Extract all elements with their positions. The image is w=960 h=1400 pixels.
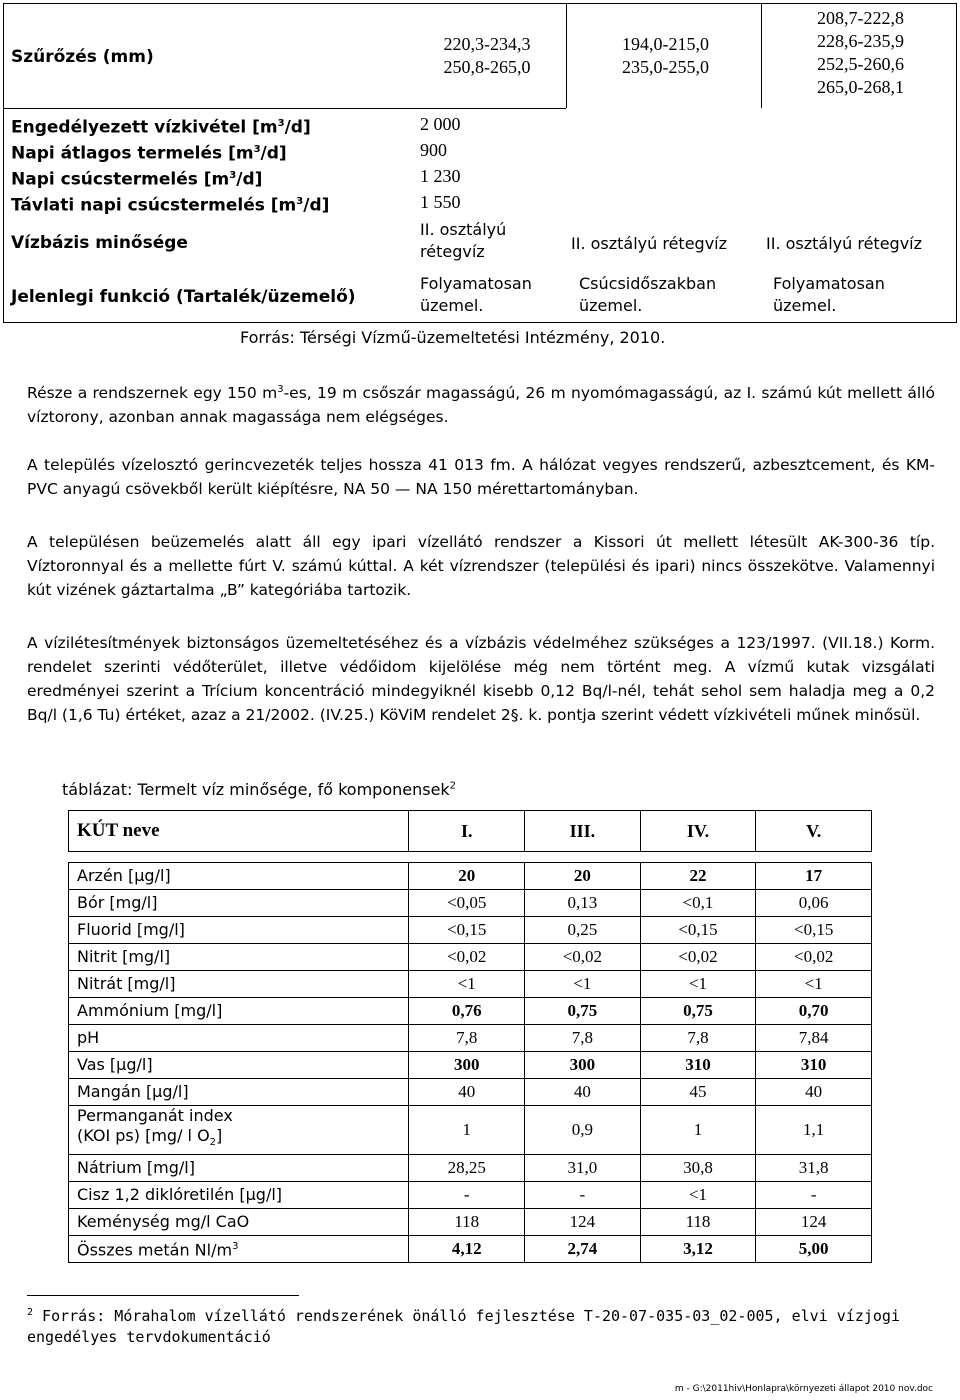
- table-row: [69, 890, 872, 917]
- spacer-cell: [640, 852, 756, 863]
- parameter-name-cell: [69, 1236, 409, 1263]
- table-border: [566, 3, 761, 4]
- value-line: 220,3-234,3: [443, 34, 531, 54]
- water-quality-table: [68, 810, 872, 1263]
- parameter-name-line: Permanganát index: [77, 1106, 233, 1126]
- row-label-engedelyezett: [11, 112, 311, 140]
- value-line: 235,0-255,0: [622, 57, 709, 77]
- table-row: [69, 1079, 872, 1106]
- value-cell: <0,1: [640, 890, 756, 917]
- label-text: /d]: [260, 143, 287, 164]
- value-line: Folyamatosan: [773, 274, 885, 293]
- value-cell: <1: [756, 971, 872, 998]
- paragraph-protection: A vízilétesítmények biztonságos üzemeltetéséhez és a vízbázis védelméhez szükséges a 123/1997. (VII.18.) Korm. rendelet szerinti védőterület, illetve védőidom kijelölése még nem történt meg. A vízmű kutak vizsgálati eredményei szerint a Trícium koncentráció mindegyiknél kisebb 0,12 Bq/l-nél, tehát sehol sem haladja meg a 0,2 Bq/l (1,6 Tu) értéket, azaz a 21/2002. (IV.25.) KöViM rendelet 2§. k. pontja szerint védett vízkivételi műnek minősül.: [27, 634, 935, 724]
- value-line: 252,5-260,6: [817, 54, 904, 74]
- label-text: /d]: [284, 117, 311, 138]
- value-line: 250,8-265,0: [443, 57, 531, 77]
- table-header-row: [69, 811, 872, 852]
- value-cell: 30,8: [640, 1155, 756, 1182]
- footnote-sup: 2: [27, 1307, 34, 1318]
- value-cell: 28,25: [409, 1155, 525, 1182]
- value-cell: 124: [756, 1209, 872, 1236]
- value-line: 265,0-268,1: [817, 77, 904, 97]
- table-row: [69, 1182, 872, 1209]
- label-text: Napi átlagos termelés [m: [11, 143, 254, 164]
- parameter-name-cell: Nitrit [mg/l]: [69, 944, 409, 971]
- label-sup: 3: [277, 118, 285, 129]
- table-border: [956, 3, 957, 323]
- spacer-cell: [409, 852, 525, 863]
- value-cell: <1: [640, 971, 756, 998]
- table-row: [69, 1052, 872, 1079]
- value-cell: 40: [756, 1079, 872, 1106]
- value-cell: <1: [525, 971, 641, 998]
- table-row: [69, 1209, 872, 1236]
- parameter-name-text: (KOI ps) [mg/ l O: [77, 1126, 210, 1146]
- value-cell: 7,8: [525, 1025, 641, 1052]
- value-line: üzemel.: [579, 296, 643, 315]
- vizbazis-col3: II. osztályú rétegvíz: [766, 234, 923, 253]
- parameter-name-cell: Cisz 1,2 diklóretilén [μg/l]: [69, 1182, 409, 1209]
- label-sup: 3: [253, 144, 261, 155]
- value-cell: 31,8: [756, 1155, 872, 1182]
- row-label-napi-atlagos: [11, 138, 287, 166]
- header-cell: IV.: [640, 811, 756, 852]
- table-border: [3, 108, 566, 109]
- footnote-text: Forrás: Mórahalom vízellátó rendszerének önálló fejlesztése T-20-07-035-03_02-005, elvi vízjogi engedélyes tervdokumentáció: [27, 1307, 900, 1346]
- water-quality-table-body: [69, 811, 872, 1263]
- value-cell: 0,76: [409, 998, 525, 1025]
- value-cell: 124: [525, 1209, 641, 1236]
- value-cell: -: [756, 1182, 872, 1209]
- parameter-name-cell: Fluorid [mg/l]: [69, 917, 409, 944]
- value-cell: 1: [409, 1106, 525, 1155]
- value-cell: <0,15: [409, 917, 525, 944]
- value-cell: 310: [640, 1052, 756, 1079]
- value-cell: 7,84: [756, 1025, 872, 1052]
- table-row: [69, 1106, 872, 1155]
- label-text: Napi csúcstermelés [m: [11, 169, 230, 190]
- row-label-szurozes: Szűrőzés (mm): [11, 47, 154, 67]
- caption-text: táblázat: Termelt víz minősége, fő komponensek: [62, 780, 450, 799]
- value-cell: 45: [640, 1079, 756, 1106]
- value-line: üzemel.: [773, 296, 837, 315]
- value-cell: 7,8: [640, 1025, 756, 1052]
- parameter-name-text: ]: [216, 1126, 223, 1146]
- table-source: Forrás: Térségi Vízmű-üzemeltetési Intézmény, 2010.: [240, 328, 666, 347]
- table-border: [566, 3, 567, 108]
- table-row: [69, 863, 872, 890]
- value-line: Folyamatosan: [420, 274, 532, 293]
- spacer-cell: [756, 852, 872, 863]
- value-line: 208,7-222,8: [817, 8, 904, 28]
- parameter-name-cell: [69, 1106, 409, 1155]
- table-row: [69, 1155, 872, 1182]
- table-border: [3, 322, 957, 323]
- parameter-name-cell: Ammónium [mg/l]: [69, 998, 409, 1025]
- value-cell: 0,75: [640, 998, 756, 1025]
- funkcio-col1: [420, 273, 532, 317]
- value-cell: <0,02: [756, 944, 872, 971]
- parameter-name-cell: Mangán [μg/l]: [69, 1079, 409, 1106]
- szurozes-col1: [413, 33, 561, 79]
- napi-atlagos-value: 900: [420, 140, 447, 160]
- header-cell: III.: [525, 811, 641, 852]
- row-label-jelenlegi-funkcio: Jelenlegi funkció (Tartalék/üzemelő): [11, 287, 356, 307]
- value-cell: 4,12: [409, 1236, 525, 1263]
- footnote: [27, 1302, 927, 1348]
- parameter-name-text: Összes metán Nl/m: [77, 1240, 233, 1260]
- parameter-name-cell: Nátrium [mg/l]: [69, 1155, 409, 1182]
- szurozes-col2: [573, 33, 758, 79]
- value-cell: 20: [409, 863, 525, 890]
- row-label-napi-csucs: [11, 164, 262, 192]
- header-cell: V.: [756, 811, 872, 852]
- value-line: II. osztályú: [420, 220, 507, 239]
- value-cell: 0,9: [525, 1106, 641, 1155]
- table-border: [761, 3, 957, 4]
- value-cell: 0,25: [525, 917, 641, 944]
- table-spacer-row: [69, 852, 872, 863]
- well-parameters-table: [3, 3, 957, 323]
- table-border: [3, 3, 4, 323]
- file-path: m - G:\2011hiv\Honlapra\környezeti állapot 2010 nov.doc: [674, 1384, 933, 1394]
- paragraph-watertower: [27, 378, 935, 429]
- value-cell: <0,02: [525, 944, 641, 971]
- parameter-name-cell: Keménység mg/l CaO: [69, 1209, 409, 1236]
- tavlati-value: 1 550: [420, 192, 461, 212]
- vizbazis-col1: [420, 219, 506, 263]
- spacer-cell: [525, 852, 641, 863]
- footnote-separator: [27, 1295, 299, 1296]
- table-row: [69, 1025, 872, 1052]
- value-cell: 118: [640, 1209, 756, 1236]
- value-cell: 31,0: [525, 1155, 641, 1182]
- row-label-vizbazis: Vízbázis minősége: [11, 233, 188, 253]
- table-row: [69, 998, 872, 1025]
- table-border: [3, 3, 566, 4]
- value-line: 228,6-235,9: [817, 31, 904, 51]
- value-cell: 0,13: [525, 890, 641, 917]
- label-text: Engedélyezett vízkivétel [m: [11, 117, 278, 138]
- label-sup: 3: [229, 170, 237, 181]
- value-cell: 0,06: [756, 890, 872, 917]
- value-cell: <1: [640, 1182, 756, 1209]
- paragraph-text: Része a rendszernek egy 150 m: [27, 384, 278, 403]
- value-cell: 310: [756, 1052, 872, 1079]
- napi-csucs-value: 1 230: [420, 166, 461, 186]
- label-sup: 3: [296, 196, 304, 207]
- parameter-name-cell: pH: [69, 1025, 409, 1052]
- szurozes-col3: [768, 7, 953, 99]
- value-cell: -: [409, 1182, 525, 1209]
- parameter-name-sup: 3: [232, 1241, 239, 1253]
- value-cell: 118: [409, 1209, 525, 1236]
- table-row: [69, 971, 872, 998]
- table-caption: [62, 780, 456, 799]
- paragraph-sup: 3: [277, 384, 284, 395]
- value-cell: -: [525, 1182, 641, 1209]
- value-cell: 7,8: [409, 1025, 525, 1052]
- header-cell: KÚT neve: [69, 811, 409, 852]
- parameter-name-cell: Arzén [μg/l]: [69, 863, 409, 890]
- value-cell: 2,74: [525, 1236, 641, 1263]
- value-cell: 0,75: [525, 998, 641, 1025]
- value-cell: 17: [756, 863, 872, 890]
- value-line: üzemel.: [420, 296, 484, 315]
- value-cell: <0,05: [409, 890, 525, 917]
- caption-sup: 2: [449, 780, 457, 792]
- header-cell: I.: [409, 811, 525, 852]
- label-text: Távlati napi csúcstermelés [m: [11, 195, 297, 216]
- value-cell: <0,15: [640, 917, 756, 944]
- value-cell: 0,70: [756, 998, 872, 1025]
- parameter-name-line: [77, 1126, 404, 1153]
- parameter-name-sub: 2: [209, 1137, 217, 1149]
- value-cell: 300: [525, 1052, 641, 1079]
- paragraph-text: -es, 19 m csőszár magasságú, 26 m nyomómagasságú, az I. számú kút mellett álló víztorony, azonban annak magassága nem elégséges.: [27, 384, 935, 427]
- paragraph-network: A település vízelosztó gerincvezeték teljes hossza 41 013 fm. A hálózat vegyes rendszerű, azbesztcement, és KM-PVC anyagú csövekből került kiépítésre, NA 50 — NA 150 mérettartományban.: [27, 456, 935, 498]
- value-cell: 3,12: [640, 1236, 756, 1263]
- spacer-cell: [69, 852, 409, 863]
- value-line: 194,0-215,0: [622, 34, 709, 54]
- value-cell: 40: [525, 1079, 641, 1106]
- value-line: rétegvíz: [420, 242, 485, 261]
- parameter-name-cell: Bór [mg/l]: [69, 890, 409, 917]
- value-cell: 40: [409, 1079, 525, 1106]
- label-text: /d]: [303, 195, 330, 216]
- value-cell: 20: [525, 863, 641, 890]
- engedelyezett-value: 2 000: [420, 114, 461, 134]
- value-cell: 5,00: [756, 1236, 872, 1263]
- value-cell: 300: [409, 1052, 525, 1079]
- table-row: [69, 1236, 872, 1263]
- vizbazis-col2: II. osztályú rétegvíz: [571, 234, 728, 253]
- value-cell: <1: [409, 971, 525, 998]
- value-cell: <0,02: [409, 944, 525, 971]
- funkcio-col2: [579, 273, 716, 317]
- parameter-name-cell: Nitrát [mg/l]: [69, 971, 409, 998]
- parameter-name-cell: Vas [μg/l]: [69, 1052, 409, 1079]
- value-cell: 1: [640, 1106, 756, 1155]
- value-cell: 22: [640, 863, 756, 890]
- table-border: [761, 3, 762, 108]
- value-cell: <0,15: [756, 917, 872, 944]
- table-row: [69, 917, 872, 944]
- value-line: Csúcsidőszakban: [579, 274, 717, 293]
- table-row: [69, 944, 872, 971]
- value-cell: <0,02: [640, 944, 756, 971]
- funkcio-col3: [773, 273, 885, 317]
- value-cell: 1,1: [756, 1106, 872, 1155]
- row-label-tavlati: [11, 190, 329, 218]
- label-text: /d]: [236, 169, 263, 190]
- paragraph-industrial: A településen beüzemelés alatt áll egy ipari vízellátó rendszer a Kissori út mellett létesült AK-300-36 típ. Víztoronnyal és a mellette fúrt V. számú kúttal. A két vízrendszer (települési és ipari) nincs összekötve. Valamennyi kút vizének gáztartalma „B” kategóriába tartozik.: [27, 533, 935, 599]
